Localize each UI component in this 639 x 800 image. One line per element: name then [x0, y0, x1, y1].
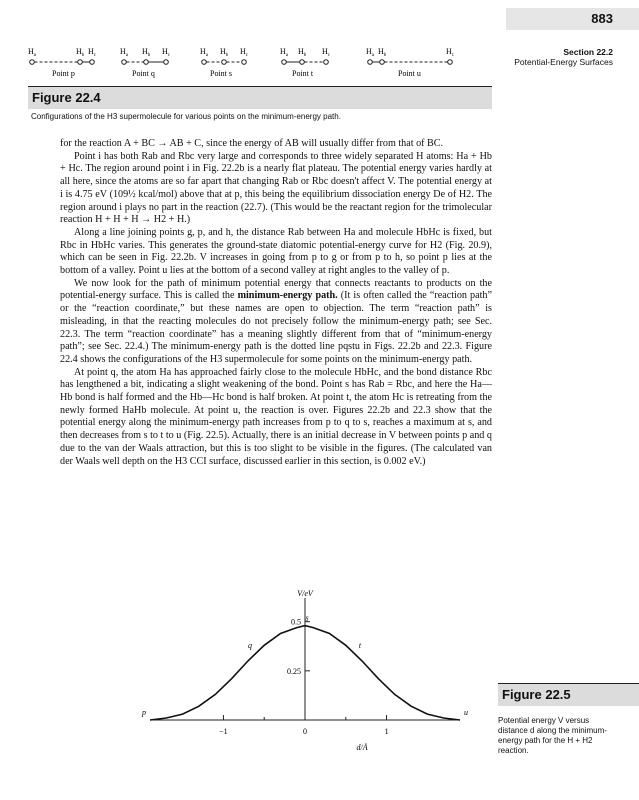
paragraph-4-text-c: (It is often called the “reaction path” or the “reaction coordinate,” but these names are open to objection. The term “reaction path” is misleading, in that the reacting molecules do not precisely follow the minimum-energy path; see Sec. 22.3. The term “reaction coordinate” has a meaning slightly different from that of “minimum-energy path”; see Sec. 22.4.) The minimum-energy path is the dotted line pqstu in Figs. 22.2b and 22.3. Figure 22.4 shows the configurations of the H3 supermolecule for some points on the minimum-energy path.	[60, 290, 492, 365]
atom-circle	[448, 60, 453, 65]
atom-circle	[380, 60, 385, 65]
figure-22-5-plot	[130, 588, 480, 758]
atom-circle	[222, 60, 227, 65]
x-tick-label: 1	[384, 727, 389, 736]
atom-label: $H_b$	[220, 47, 229, 58]
atom-label: $H_b$	[76, 47, 85, 58]
config-point-t	[280, 47, 331, 78]
x-tick-label: −1	[219, 727, 228, 736]
paragraph-4-text-a: We now look for the path of minimum potential energy that connects reactants to products on the potential-energy surface. This is called the	[60, 277, 492, 302]
page-number: 883	[591, 11, 613, 26]
atom-circle	[164, 60, 169, 65]
paragraph-2: Point i has both Rab and Rbc very large and corresponds to three widely separated H atoms: Ha + Hb + Hc. The region around point i in Fig. 22.2b is a nearly flat plateau. The potential energy varies hardly at all here, since the atoms are so far apart that changing Rab or Rbc doesn't affect V. The potential energy at i is 4.75 eV (109½ kcal/mol) above that at p, this being the equilibrium dissociation energy De of H2. The region around i plays no part in the reaction (22.7). (This would be the reactant region for the trimolecular reaction H + H + H → H2 + H.)	[60, 150, 492, 226]
config-label-s: Point s	[210, 69, 233, 78]
atom-label: $H_a$	[280, 47, 289, 58]
point-label-s: s	[305, 613, 309, 623]
figure-22-4-caption: Configurations of the H3 supermolecule for various points on the minimum-energy path.	[31, 112, 341, 121]
running-head	[514, 47, 613, 67]
config-point-u	[366, 47, 455, 78]
paragraph-1: for the reaction A + BC → AB + C, since the energy of AB will usually differ from that of BC.	[60, 138, 444, 149]
atom-circle	[202, 60, 207, 65]
paragraph-4-term: minimum-energy path.	[237, 290, 338, 302]
paragraph-5: At point q, the atom Ha has approached fairly close to the molecule HbHc, and the bond distance Rbc has lengthened a bit, indicating a slight weakening of the bond. Point s has Rab = Rbc, and here the Ha—Hb bond is half formed and the Hb—Hc bond is half broken. At point t, the atom Hc is retreating from the newly formed HaHb molecule. At point u, the reaction is over. Figures 22.2b and 22.3 show that the potential energy along the minimum-energy path increases from p to q to s, reaches a maximum at s, and then decreases from s to t to u (Fig. 22.5). Actually, there is an initial decrease in V between points p and q due to the van der Waals attraction, but this is too slight to be visible in the figures. (The calculated van der Waals well depth on the H3 CCI surface, discussed earlier in this section, is 0.002 eV.)	[60, 366, 492, 467]
point-label-t: t	[358, 641, 362, 651]
atom-label: $H_b$	[142, 47, 151, 58]
point-label-u: u	[464, 708, 468, 717]
atom-label: $H_c$	[322, 47, 331, 58]
atom-circle	[324, 60, 329, 65]
atom-circle	[300, 60, 305, 65]
config-label-u: Point u	[398, 69, 421, 78]
atom-label: $H_c$	[240, 47, 249, 58]
atom-label: $H_a$	[200, 47, 209, 58]
config-label-t: Point t	[292, 69, 314, 78]
config-point-q	[120, 47, 171, 78]
page-number-tab	[506, 8, 639, 30]
config-point-p	[28, 47, 97, 78]
atom-circle	[30, 60, 35, 65]
atom-label: $H_a$	[28, 47, 37, 58]
atom-label: $H_c$	[88, 47, 97, 58]
figure-22-5-label-bar	[498, 683, 639, 706]
atom-label: $H_b$	[378, 47, 387, 58]
config-label-q: Point q	[132, 69, 155, 78]
figure-22-4-label-bar	[28, 86, 492, 109]
figure-22-5-label: Figure 22.5	[502, 687, 571, 702]
atom-circle	[368, 60, 373, 65]
point-label-p: p	[142, 708, 146, 717]
atom-label: $H_c$	[162, 47, 171, 58]
x-tick-label: 0	[303, 727, 307, 736]
atom-label: $H_c$	[446, 47, 455, 58]
atom-circle	[122, 60, 127, 65]
y-axis-label: V/eV	[297, 589, 313, 598]
atom-circle	[282, 60, 287, 65]
atom-label: $H_b$	[298, 47, 307, 58]
atom-circle	[78, 60, 83, 65]
figure-22-5-caption: Potential energy V versus distance d along the minimum-energy path for the H + H2 reaction.	[498, 716, 607, 755]
config-point-s	[200, 47, 249, 78]
x-axis-label: d/Å	[356, 743, 368, 752]
atom-label: $H_a$	[366, 47, 375, 58]
running-head-title: Potential-Energy Surfaces	[514, 57, 613, 67]
body-text	[60, 138, 492, 468]
y-tick-label: 0.25	[287, 666, 301, 676]
atom-circle	[90, 60, 95, 65]
config-label-p: Point p	[52, 69, 75, 78]
h3-configurations-diagram	[28, 44, 468, 82]
point-label-q: q	[248, 641, 253, 651]
paragraph-3: Along a line joining points g, p, and h, the distance Rab between Ha and molecule HbHc is fixed, but Rbc in HbHc varies. This generates the ground-state diatomic potential-energy curve for H2 (Fig. 20.9), which can be seen in Fig. 22.2b. V increases in going from p to g or from p to h, so point p lies at the bottom of a valley. Point u lies at the bottom of a second valley at right angles to the valley of p.	[60, 226, 492, 277]
atom-label: $H_a$	[120, 47, 129, 58]
atom-circle	[242, 60, 247, 65]
atom-circle	[144, 60, 149, 65]
running-head-section: Section 22.2	[563, 47, 613, 57]
figure-22-4-label: Figure 22.4	[32, 90, 101, 105]
paragraph-4	[60, 278, 492, 367]
y-tick-label: 0.5	[291, 617, 301, 627]
